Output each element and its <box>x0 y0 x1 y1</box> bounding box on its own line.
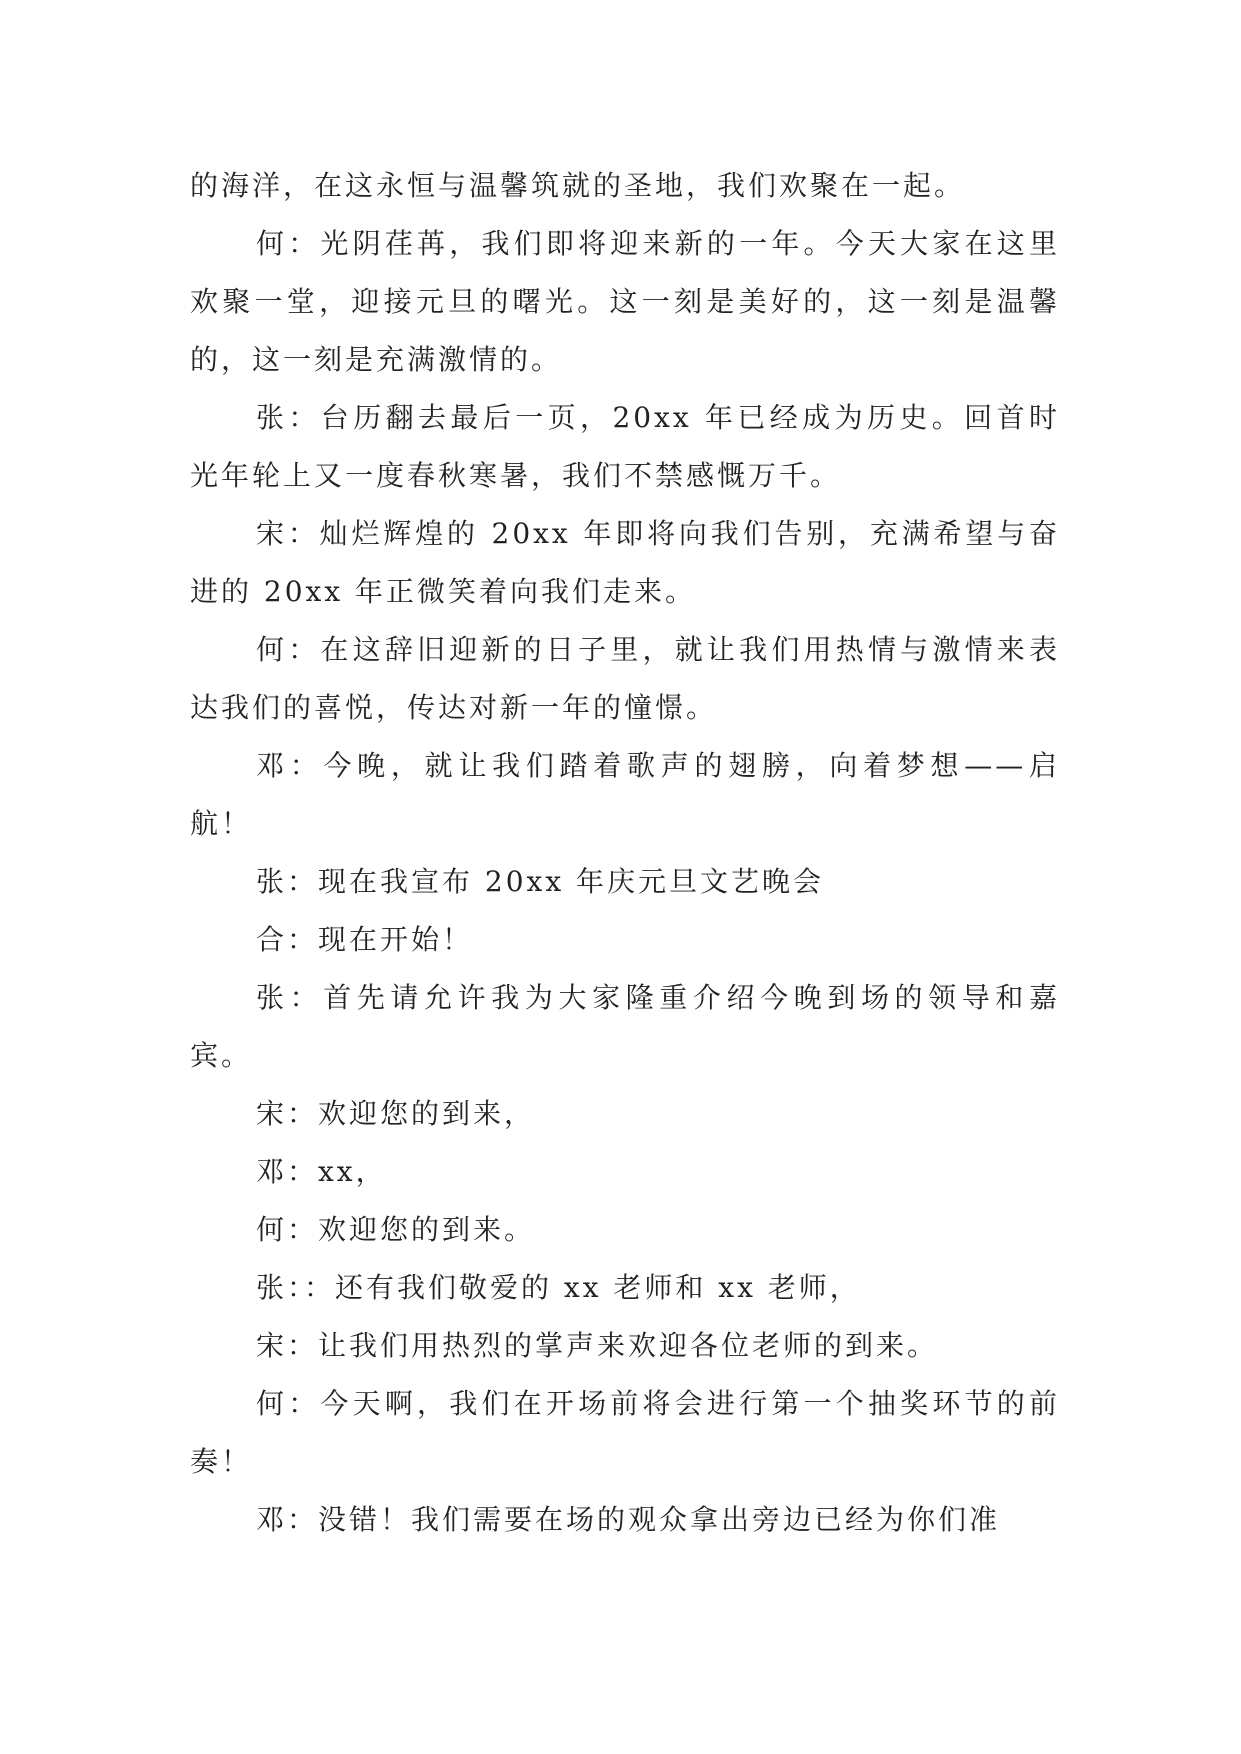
paragraph-5: 何：在这辞旧迎新的日子里，就让我们用热情与激情来表达我们的喜悦，传达对新一年的憧憬。 <box>190 633 1060 724</box>
paragraph-16: 邓：没错！我们需要在场的观众拿出旁边已经为你们准 <box>256 1503 1001 1536</box>
paragraph-11: 邓：xx， <box>256 1155 387 1188</box>
paragraph-4: 宋：灿烂辉煌的 20xx 年即将向我们告别，充满希望与奋进的 20xx 年正微笑着向我们走来。 <box>190 517 1060 608</box>
paragraph-7: 张：现在我宣布 20xx 年庆元旦文艺晚会 <box>256 865 825 898</box>
paragraph-8: 合：现在开始！ <box>256 923 474 956</box>
paragraph-2: 何：光阴荏苒，我们即将迎来新的一年。今天大家在这里欢聚一堂，迎接元旦的曙光。这一刻是美好的，这一刻是温馨的，这一刻是充满激情的。 <box>190 227 1060 376</box>
paragraph-10: 宋：欢迎您的到来， <box>256 1097 536 1130</box>
paragraph-14: 宋：让我们用热烈的掌声来欢迎各位老师的到来。 <box>256 1329 939 1362</box>
paragraph-1: 的海洋，在这永恒与温馨筑就的圣地，我们欢聚在一起。 <box>190 169 966 202</box>
paragraph-15: 何：今天啊，我们在开场前将会进行第一个抽奖环节的前奏！ <box>190 1387 1060 1478</box>
paragraph-6: 邓：今晚，就让我们踏着歌声的翅膀，向着梦想——启航！ <box>190 749 1060 840</box>
paragraph-9: 张：首先请允许我为大家隆重介绍今晚到场的领导和嘉宾。 <box>190 981 1060 1072</box>
paragraph-12: 何：欢迎您的到来。 <box>256 1213 536 1246</box>
paragraph-13: 张：：还有我们敬爱的 xx 老师和 xx 老师， <box>256 1271 861 1304</box>
paragraph-3: 张：台历翻去最后一页，20xx 年已经成为历史。回首时光年轮上又一度春秋寒暑，我们不禁感慨万千。 <box>190 401 1060 492</box>
document-body <box>190 157 1060 1549</box>
